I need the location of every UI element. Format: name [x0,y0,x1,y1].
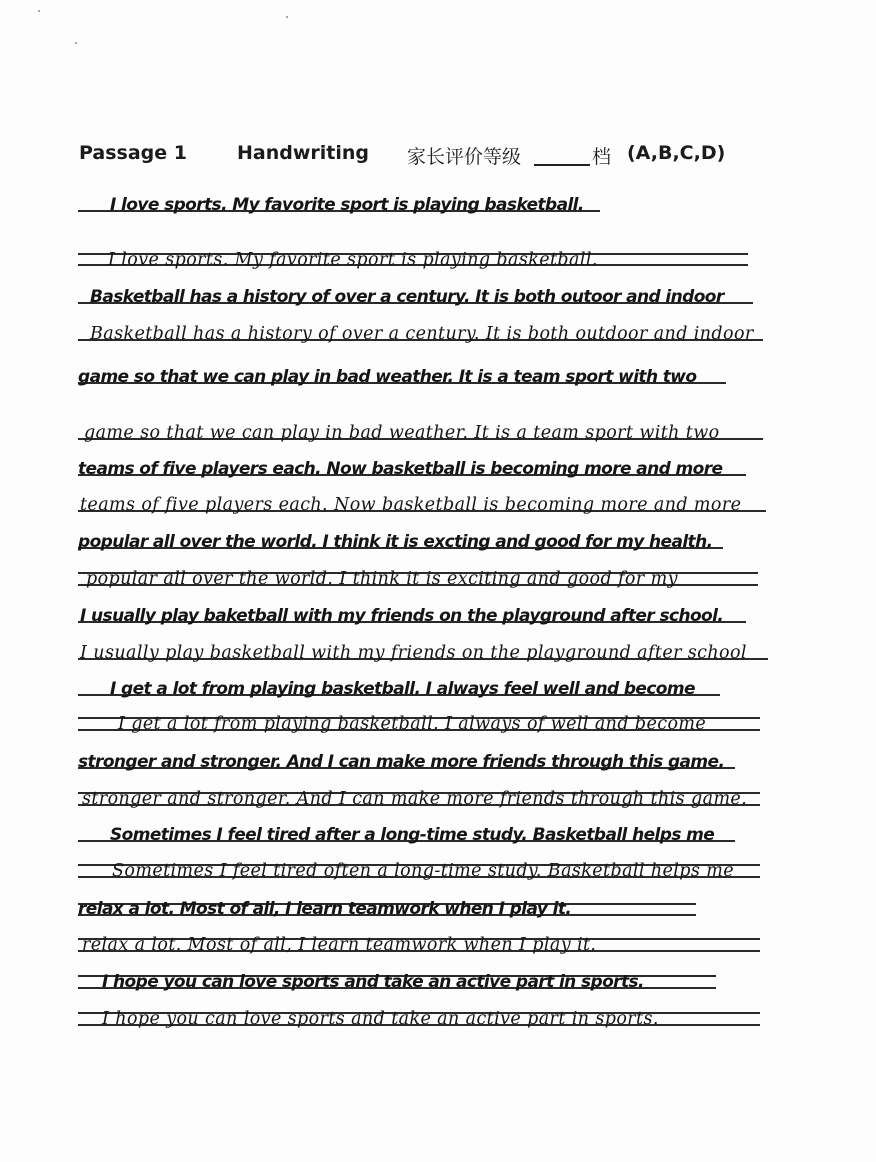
parent-rating-label: 家长评价等级 [407,146,522,168]
model-text: stronger and stronger. And I can make more friends through this game. [78,752,725,772]
model-text: game so that we can play in bad weather. It is a team sport with two [78,367,697,387]
copy-text: I usually play basketball with my friends on the playground after school [80,643,747,663]
model-text: relax a lot. Most of all, I learn teamwork when I play it. [78,899,572,919]
copy-text: Sometimes I feel tired often a long-time study. Basketball helps me [112,861,734,881]
model-text: Basketball has a history of over a century. It is both outoor and indoor [90,287,724,307]
model-text: I usually play baketball with my friends on the playground after school. [80,606,724,626]
rating-blank [534,164,590,166]
model-text: Sometimes I feel tired after a long-time study. Basketball helps me [110,825,715,845]
model-text: I hope you can love sports and take an active part in sports. [102,972,644,992]
copy-text: game so that we can play in bad weather. It is a team sport with two [84,423,720,443]
rating-unit-label: 档 [592,146,612,168]
scan-speck [75,42,77,44]
model-text: I love sports. My favorite sport is playing basketball. [110,195,584,215]
copy-text: stronger and stronger. And I can make more friends through this game. [82,789,748,809]
passage-label: Passage 1 [79,142,187,164]
handwriting-label: Handwriting [237,142,370,164]
copy-text: popular all over the world. I think it is exciting and good for my [86,569,678,589]
copy-text: I love sports. My favorite sport is playing basketball. [108,250,598,270]
model-text: popular all over the world. I think it is excting and good for my health. [78,532,713,552]
scan-speck [286,16,288,18]
copy-text: I hope you can love sports and take an active part in sports. [102,1009,659,1029]
model-text: I get a lot from playing basketball. I always feel well and become [110,679,695,699]
grade-options: (A,B,C,D) [627,142,726,164]
copy-text: Basketball has a history of over a century. It is both outdoor and indoor [90,324,754,344]
worksheet-header [79,140,759,170]
copy-text: teams of five players each. Now basketball is becoming more and more [80,495,742,515]
model-text: teams of five players each. Now basketball is becoming more and more [78,459,723,479]
copy-text: relax a lot. Most of all, I learn teamwork when I play it. [82,935,597,955]
scan-speck [38,10,40,12]
copy-text: I get a lot from playing basketball. I always of well and become [118,714,707,734]
